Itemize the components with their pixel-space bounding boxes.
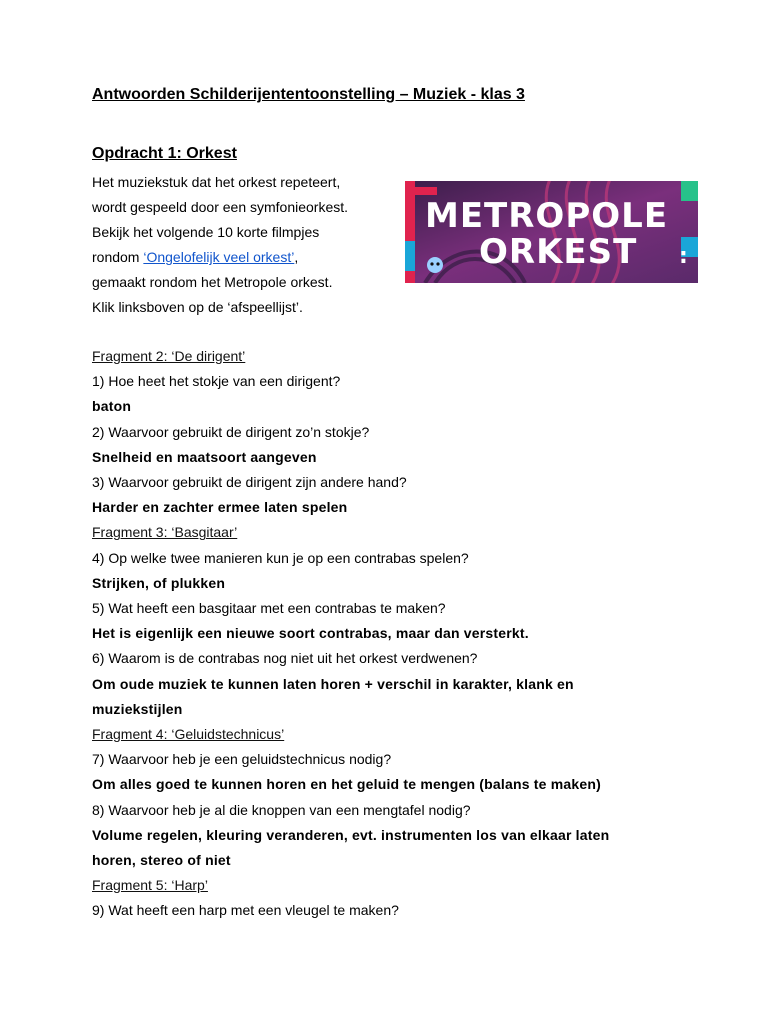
intro-paragraph (92, 170, 392, 320)
answer: Strijken, of plukken (92, 574, 226, 591)
intro-line: Klik linksboven op de ‘afspeellijst’. (92, 299, 303, 315)
question: 2) Waarvoor gebruikt de dirigent zo’n stokje? (92, 423, 370, 440)
question: 6) Waarom is de contrabas nog niet uit het orkest verdwenen? (92, 650, 478, 667)
intro-line: gemaakt rondom het Metropole orkest. (92, 274, 333, 290)
fragment-heading: Fragment 3: ‘Basgitaar’ (92, 524, 238, 541)
answer: Volume regelen, kleuring veranderen, evt. instrumenten los van elkaar laten (92, 826, 610, 843)
fragment-heading: Fragment 2: ‘De dirigent’ (92, 348, 246, 364)
fragment-heading: Fragment 4: ‘Geluidstechnicus’ (92, 726, 285, 743)
question: 8) Waarvoor heb je al die knoppen van een mengtafel nodig? (92, 801, 471, 818)
question: 4) Op welke twee manieren kun je op een contrabas spelen? (92, 549, 469, 566)
answer: Harder en zachter ermee laten spelen (92, 499, 348, 516)
metropole-orkest-logo (405, 181, 698, 283)
logo-text: METROPOLE (425, 196, 669, 236)
document-title: Antwoorden Schilderijententoonstelling – Muziek - klas 3 (92, 86, 525, 103)
answer: Het is eigenlijk een nieuwe soort contrabas, maar dan versterkt. (92, 625, 529, 642)
fragment-heading: Fragment 5: ‘Harp’ (92, 877, 208, 894)
question: 9) Wat heeft een harp met een vleugel te maken? (92, 902, 399, 919)
intro-line: wordt gespeeld door een symfonieorkest. (92, 199, 349, 215)
answer: muziekstijlen (92, 700, 183, 717)
section-heading: Opdracht 1: Orkest (92, 145, 237, 162)
logo-colon: : (679, 244, 688, 269)
question: 5) Wat heeft een basgitaar met een contrabas te maken? (92, 600, 446, 617)
question: 7) Waarvoor heb je een geluidstechnicus nodig? (92, 751, 392, 768)
intro-line (92, 245, 392, 270)
answer: Om oude muziek te kunnen laten horen + verschil in karakter, klank en (92, 675, 574, 692)
answer: Snelheid en maatsoort aangeven (92, 448, 317, 465)
answer: baton (92, 398, 132, 415)
answer: horen, stereo of niet (92, 852, 231, 869)
questions-and-answers (92, 344, 672, 924)
intro-text: rondom (92, 249, 144, 265)
intro-text: , (294, 249, 299, 265)
logo-text: ORKEST (479, 232, 638, 272)
question: 1) Hoe heet het stokje van een dirigent? (92, 373, 341, 390)
intro-line: Bekijk het volgende 10 korte filmpjes (92, 224, 320, 240)
playlist-link[interactable]: ‘Ongelofelijk veel orkest’ (143, 249, 295, 265)
question: 3) Waarvoor gebruikt de dirigent zijn andere hand? (92, 474, 407, 491)
answer: Om alles goed te kunnen horen en het geluid te mengen (balans te maken) (92, 776, 601, 793)
intro-line: Het muziekstuk dat het orkest repeteert, (92, 174, 341, 190)
